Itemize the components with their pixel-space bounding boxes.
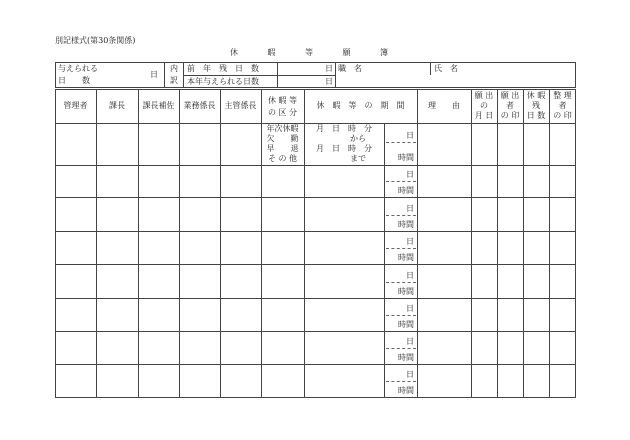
header-assistant-chief: 課長補佐 [142,101,175,110]
row-6-hour-unit: 時間 [398,320,414,329]
row-1-hour-unit: 時間 [398,153,414,162]
title-char: 簿 [380,48,388,57]
header-request-date-2: の [480,101,488,110]
title-char: 願 [342,48,351,57]
title [230,48,388,58]
row-2-hour-unit: 時間 [398,186,414,195]
header-applicant-seal-3: の 印 [500,111,520,120]
header-supervising-chief: 主管係長 [224,101,257,110]
name-label: 氏 名 [434,64,458,73]
grant-days-unit: 日 [150,70,158,79]
title-char: 休 [230,48,238,57]
header-period: 休 暇 等 の 期 間 [316,101,405,110]
breakdown-label-2: 訳 [170,76,178,85]
row-4-day-unit: 日 [406,237,414,246]
leave-type-annual: 年次休暇 [266,124,299,133]
breakdown-label-1: 内 [170,64,178,73]
row-3-hour-unit: 時間 [398,220,414,229]
row-1-day-unit: 日 [406,131,414,140]
header-applicant-seal-2: 者 [506,101,514,110]
row-4-hour-unit: 時間 [398,253,414,262]
title-char: 等 [305,48,313,57]
prev-year-remaining-label: 前 年 残 日 数 [187,64,259,73]
prev-year-day-unit: 日 [325,64,333,73]
period-made-label: まで [350,154,366,163]
header-leave-type: 休 暇 等 [267,96,298,105]
title-char: 暇 [267,48,276,57]
header-applicant-seal-1: 願 出 [500,91,520,100]
this-year-day-unit: 日 [325,77,333,86]
header-organizer-seal-3: の 印 [553,111,572,120]
header-request-date-3: 月 日 [474,111,494,120]
this-year-granted-label: 本年与えられる日数 [187,77,259,86]
row-8-hour-unit: 時間 [398,386,414,395]
grant-days-label: 与えられる [58,64,98,73]
form-label: 別記様式(第30条関係) [55,36,136,45]
header-request-date-1: 願 出 [474,91,494,100]
row-7-day-unit: 日 [406,337,414,346]
row-8-day-unit: 日 [406,370,414,379]
header-reason: 理 由 [428,101,460,110]
row-5-day-unit: 日 [406,271,414,280]
header-organizer-seal-1: 整 理 [553,91,572,100]
header-remaining-days-1: 休 暇 [526,91,546,100]
row-5-hour-unit: 時間 [398,287,414,296]
row-3-day-unit: 日 [406,204,414,213]
period-to-label: 月 日 時 分 [316,144,372,153]
row-7-hour-unit: 時間 [398,353,414,362]
grant-days-label-2: 日 数 [58,76,90,85]
header-leave-type-2: の 区 分 [267,108,298,117]
header-organizer-seal-2: 者 [558,101,567,110]
header-remaining-days-3: 日 数 [526,111,546,120]
position-label: 職 名 [338,64,362,73]
leave-type-early-leave: 早 退 [266,144,299,153]
header-task-chief: 業務係長 [183,101,216,110]
header-remaining-days-2: 残 [532,101,540,110]
leave-type-absence: 欠 勤 [266,134,299,143]
period-kara-label: から [350,134,366,143]
row-6-day-unit: 日 [406,304,414,313]
row-2-day-unit: 日 [406,170,414,179]
leave-type-other: そ の 他 [267,154,298,163]
period-from-label: 月 日 時 分 [316,124,372,133]
header-section-chief: 課長 [109,101,125,110]
header-manager: 管理者 [63,101,88,110]
